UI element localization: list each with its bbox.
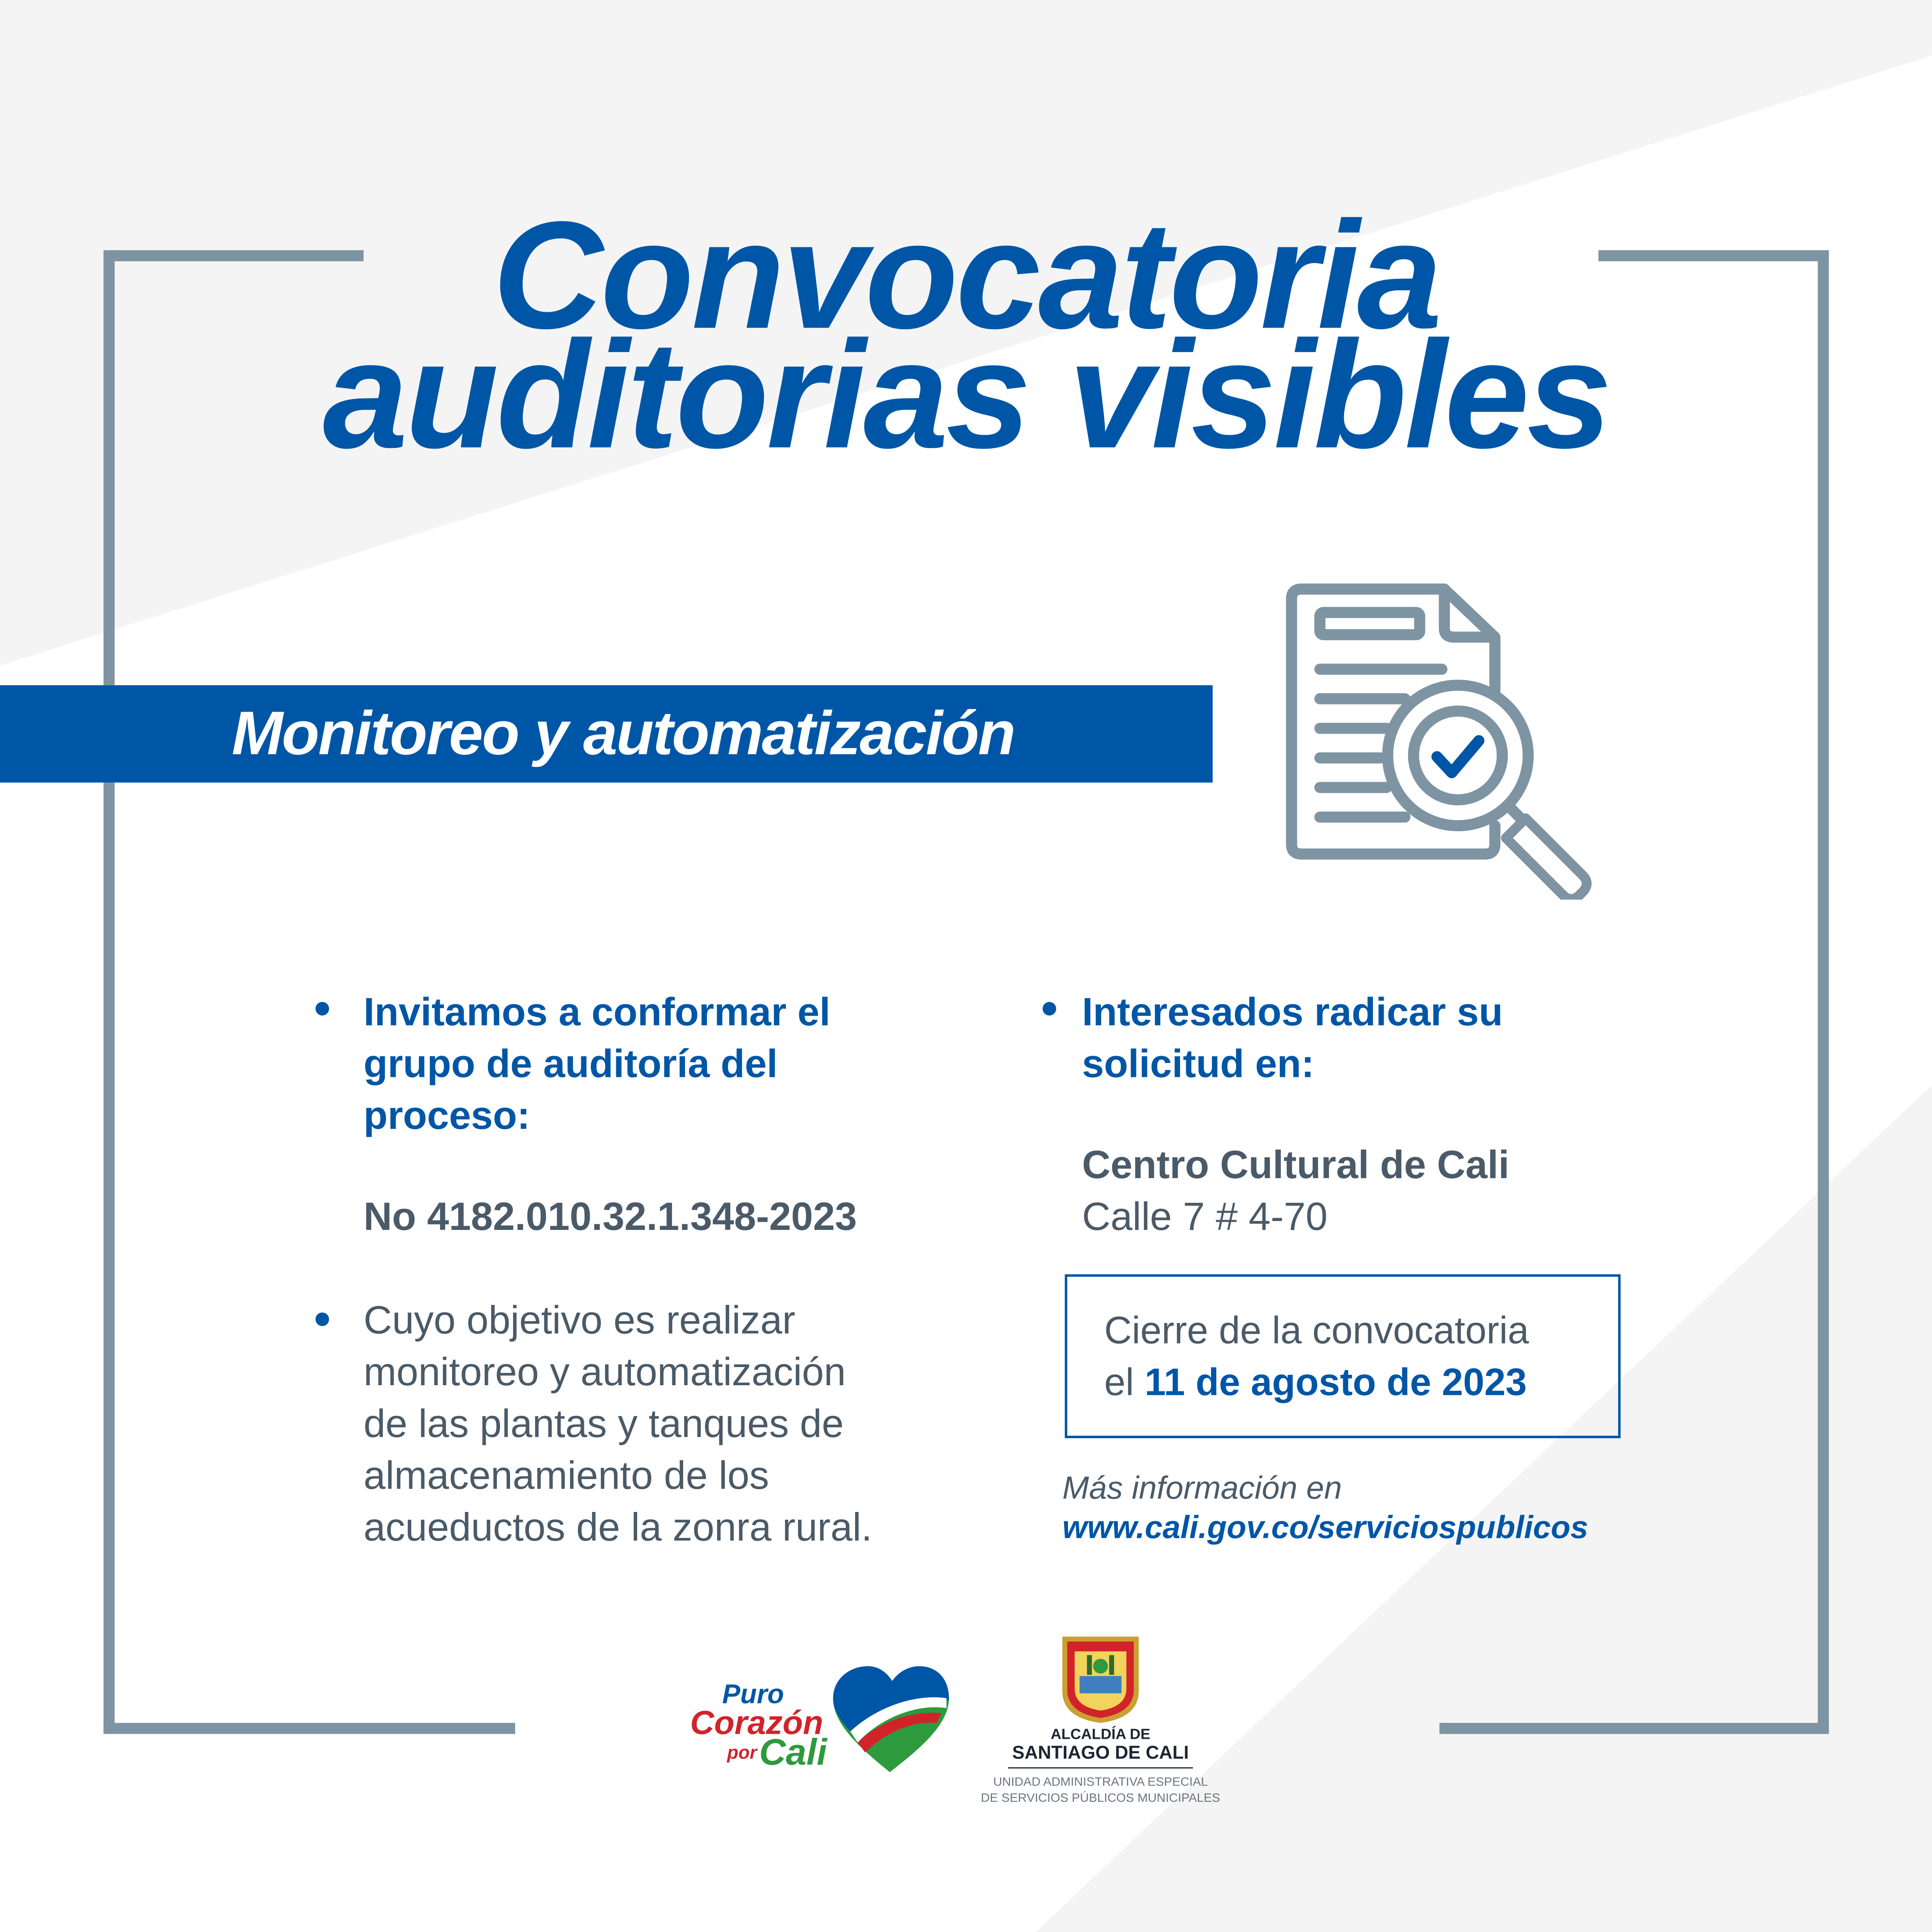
title-line-1: Convocatoria [493,191,1440,361]
objective-text: Cuyo objetivo es realizar monitoreo y automatización de las plantas y tanques de almacenamiento de los acueductos de la zonra rural. [363,1298,872,1549]
coat-of-arms-icon [1058,1633,1144,1725]
closing-date-box [1065,1274,1621,1438]
bullet-icon [315,1002,329,1015]
venue-address: Calle 7 # 4-70 [1082,1194,1328,1239]
closing-date: 11 de agosto de 2023 [1145,1361,1527,1404]
logo-word-por: por [727,1742,757,1764]
bullet-icon [1043,1002,1056,1015]
interested-text: Interesados radicar su solicitud en: [1082,990,1503,1086]
document-search-check-icon [1277,577,1609,900]
puro-corazon-logo [678,1664,961,1781]
closing-label: Cierre de la convocatoria [1104,1309,1529,1352]
logo-word-puro: Puro [722,1678,784,1709]
more-info-label: Más información en [1062,1469,1342,1506]
seal-line-4: DE SERVICIOS PÚBLICOS MUNICIPALES [981,1792,1220,1806]
bullet-icon [315,1313,329,1326]
seal-line-3: UNIDAD ADMINISTRATIVA ESPECIAL [993,1776,1208,1790]
process-number: No 4182.010.32.1.348-2023 [363,1194,857,1239]
invite-text: Invitamos a conformar el grupo de auditoría del proceso: [363,990,830,1138]
closing-date-line: el 11 de agosto de 2023 [1104,1361,1527,1404]
logo-word-corazon: Corazón [690,1704,823,1742]
seal-divider [1008,1767,1193,1769]
logo-word-cali: Cali [759,1733,827,1774]
topic-banner: Monitoreo y automatización [0,685,1213,782]
more-info-link[interactable]: www.cali.gov.co/serviciospublicos [1062,1508,1588,1546]
seal-line-2: SANTIAGO DE CALI [1012,1742,1189,1764]
title-line-2: auditorias visibles [323,310,1610,481]
venue-name: Centro Cultural de Cali [1082,1142,1510,1187]
seal-line-1: ALCALDÍA DE [1051,1725,1151,1743]
